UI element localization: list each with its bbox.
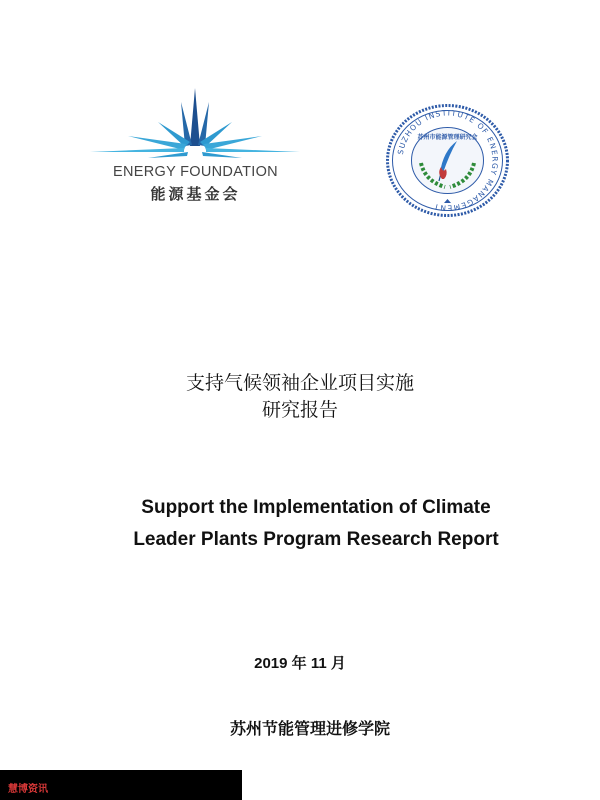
report-title-cn-line1: 支持气候领袖企业项目实施 (185, 372, 414, 394)
energy-foundation-name-en: ENERGY FOUNDATION (113, 164, 278, 180)
report-title-cn-line2: 研究报告 (261, 399, 338, 421)
svg-text:SUZHOU INSTITUTE OF ENERGY MAN: SUZHOU INSTITUTE OF ENERGY MANAGEMENT (395, 108, 500, 213)
watermark-label: 慧博资讯 (8, 784, 48, 795)
report-title-en-line2: Leader Plants Program Research Report (133, 529, 499, 550)
report-date: 2019 年 11 月 (254, 655, 346, 672)
report-title-en (0, 492, 600, 556)
energy-foundation-name-cn: 能源基金会 (150, 185, 241, 203)
report-title-en-line1: Support the Implementation of Climate (141, 497, 491, 518)
energy-foundation-burst-icon (88, 84, 303, 162)
watermark-bar (0, 770, 242, 800)
svg-text:苏州市能源管理研究会: 苏州市能源管理研究会 (417, 134, 478, 141)
report-title-cn (0, 370, 600, 424)
organization-name: 苏州节能管理进修学院 (229, 719, 390, 738)
suzhou-institute-seal-logo (385, 103, 510, 218)
energy-foundation-logo (88, 84, 303, 204)
